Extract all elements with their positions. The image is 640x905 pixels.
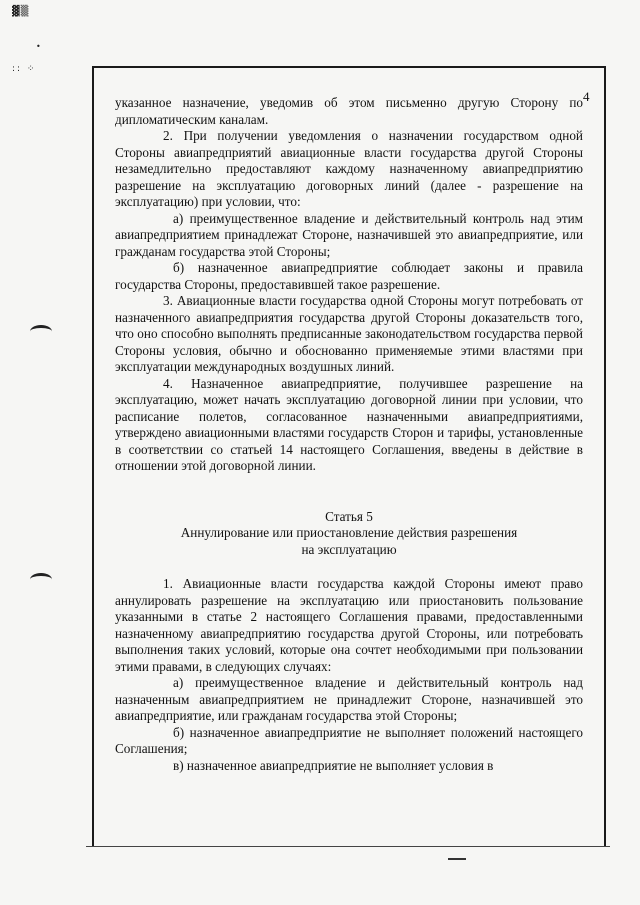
- paragraph-4-3: 3. Авиационные власти государства одной Стороны могут потребовать от назначенного авиапредприятия государства другой Стороны доказательств того, что оно способно выполнять предписанные законодательством государства первой Стороны условия, обычно и обоснованно применяемые этими властями при эксплуатации международных воздушных линий.: [115, 293, 583, 374]
- article-title: Статья 5: [325, 508, 373, 524]
- article-subtitle-line2: на эксплуатацию: [301, 541, 397, 557]
- paragraph-4-2-b: б) назначенное авиапредприятие соблюдает законы и правила государства Стороны, предоставившей такое разрешение.: [115, 260, 583, 292]
- paragraph-5-1-b: б) назначенное авиапредприятие не выполняет положений настоящего Соглашения;: [115, 724, 583, 756]
- paragraph-5-1: 1. Авиационные власти государства каждой Стороны имеют право аннулировать разрешение на эксплуатацию или приостановить пользование указанными в статье 2 настоящего Соглашения правами, предоставленными назначенному авиапредприятию государства другой Стороны, или потребовать выполнения таких условий, которые она сочтет необходимыми при пользовании этими правами, в следующих случаях:: [115, 576, 583, 674]
- paragraph-4-4: 4. Назначенное авиапредприятие, получившее разрешение на эксплуатацию, может начать эксплуатацию договорной линии при условии, что расписание полетов, согласованное назначенными авиапредприятиями, утверждено авиационными властями государств Сторон и тарифы, установленные в соответствии со статьей 14 настоящего Соглашения, введены в действие в отношении этой договорной линии.: [115, 375, 583, 473]
- paragraph-5-1-a: а) преимущественное владение и действительный контроль над назначенным авиапредприятием не принадлежит Стороне, назначившей это авиапредприятие, или гражданам государства этой Стороны;: [115, 675, 583, 723]
- page-frame-top: [92, 66, 604, 68]
- article-subtitle-line1: Аннулирование или приостановление действия разрешения: [180, 525, 518, 540]
- document-body: [115, 95, 583, 774]
- page-frame-bottom: [86, 846, 610, 847]
- page-frame-right: [604, 66, 606, 846]
- scan-artifact-line: [448, 858, 466, 860]
- scan-artifact-stamp: ▓▒: [12, 6, 30, 17]
- scan-artifact-dot: •: [36, 42, 41, 51]
- paragraph-continuation: указанное назначение, уведомив об этом письменно другую Сторону по дипломатическим каналам.: [115, 95, 583, 127]
- scan-artifact-mark: :: ⁘: [12, 64, 37, 74]
- binding-hole-mark: [30, 325, 52, 338]
- page-frame-left: [92, 66, 94, 846]
- paragraph-5-1-c: в) назначенное авиапредприятие не выполняет условия в: [173, 757, 494, 773]
- paragraph-4-2: 2. При получении уведомления о назначении государством одной Стороны авиапредприятий авиационные власти государства другой Стороны незамедлительно предоставляют каждому назначенному авиапредприятию разрешение на эксплуатацию договорных линий (далее - разрешение на эксплуатацию) при условии, что:: [115, 128, 583, 209]
- paragraph-4-2-a: а) преимущественное владение и действительный контроль над этим авиапредприятием принадлежат Стороне, назначившей это авиапредприятие, или гражданам государства этой Стороны;: [115, 210, 583, 259]
- page-number: 4: [583, 89, 590, 104]
- binding-hole-mark: [30, 573, 52, 586]
